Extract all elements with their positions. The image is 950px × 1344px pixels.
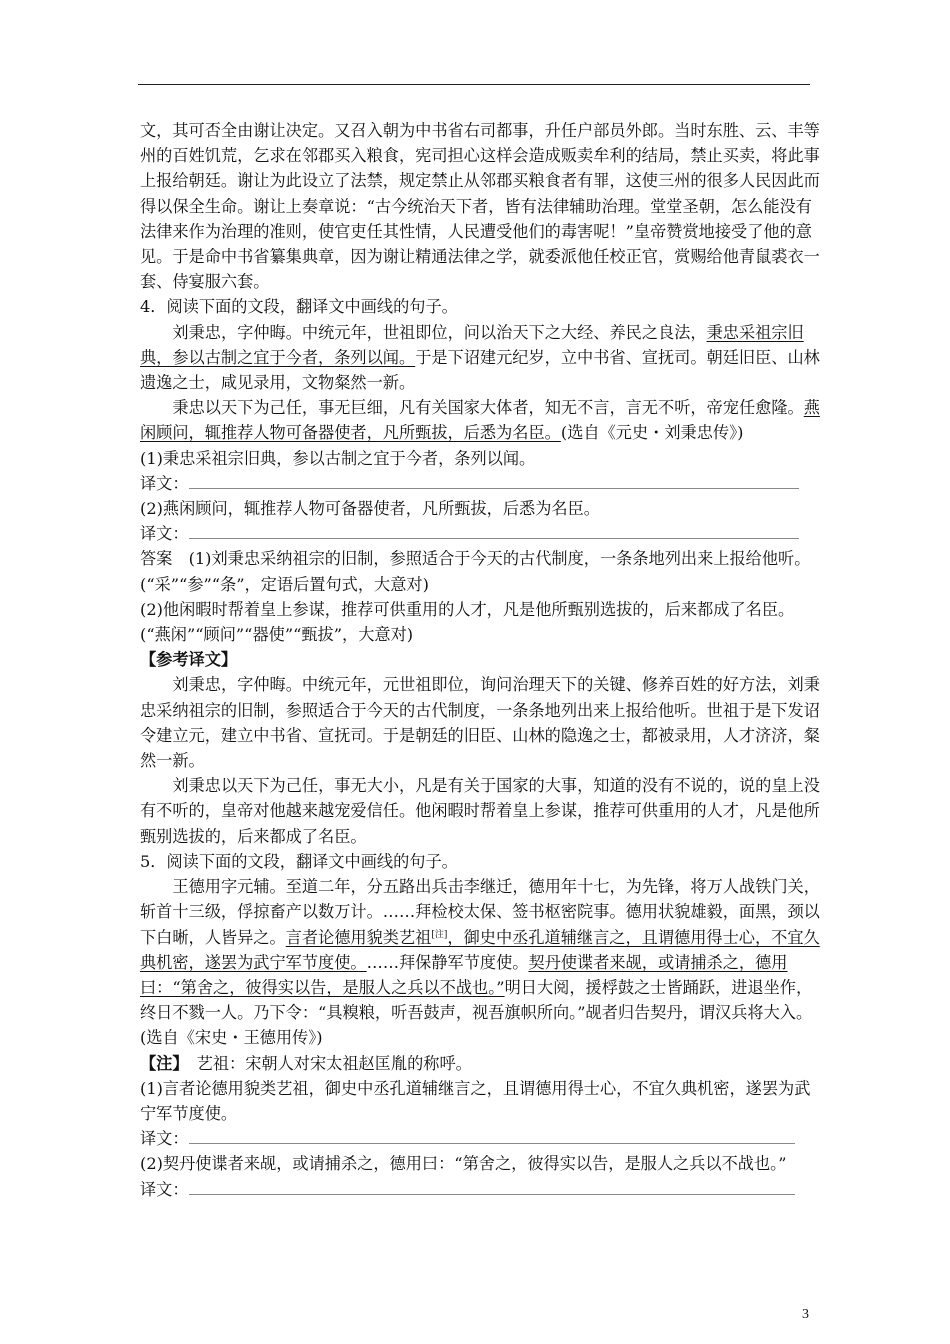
- q5-underlined-1b: ，御史中丞孔道辅继言之，且谓德用得士心，不宜久典机密，遂罢为武宁军节度使。: [140, 927, 820, 972]
- q5-sentence-1: (1)言者论德用貌类艺祖，御史中丞孔道辅继言之，且谓德用得士心，不宜久典机密，遂罢为武宁军节度使。: [140, 1078, 811, 1123]
- answer-1-text: (1)刘秉忠采纳祖宗的旧制，参照适合于今天的古代制度，一条条地列出来上报给他听。(“采”“参”“条”，定语后置句式，大意对): [140, 549, 811, 594]
- q4-translation-2: [140, 521, 820, 546]
- document-body: [140, 118, 820, 1202]
- q4-translation-1: [140, 471, 820, 496]
- note-marker: [注]: [431, 929, 448, 940]
- q5-translation-2: [140, 1177, 820, 1202]
- q4-p1-underlined: 秉忠采祖宗旧典，参以古制之宜于今者，条列以闻。: [140, 322, 804, 367]
- q4-p1-text-b: 于是下诏建元纪岁，立中书省、宣抚司。朝廷旧臣、山林遗逸之士，咸见录用，文物粲然一新。: [140, 347, 820, 393]
- reference-para-1: 刘秉忠，字仲晦。中统元年，元世祖即位，询问治理天下的关键、修养百姓的好方法，刘秉忠采纳祖宗的旧制，参照适合于今天的古代制度，一条条地列出来上报给他听。世祖于是下发诏令建立元，建立中书省、宣抚司。于是朝廷的旧臣、山林的隐逸之士，都被录用，人才济济，粲然一新。: [140, 675, 820, 771]
- q5-note: [140, 1051, 820, 1076]
- q5-sentence-2: (2)契丹使谍者来觇，或请捕杀之，德用曰：“第舍之，彼得实以告，是服人之兵以不战也。”: [140, 1154, 787, 1174]
- q4-sentence-1: (1)秉忠采祖宗旧典，参以古制之宜于今者，条列以闻。: [140, 448, 536, 468]
- q5-underlined-2: 契丹使谍者来觇，或请捕杀之，德用曰：“第舍之，彼得实以告，是服人之兵以不战也。”: [140, 952, 788, 997]
- page-number: 3: [802, 1307, 809, 1322]
- reference-heading: 【参考译文】: [140, 650, 238, 670]
- q5-heading: 5．阅读下面的文段，翻译文中画线的句子。: [140, 851, 458, 871]
- q4-p2-source: (选自《元史・刘秉忠传》): [560, 423, 744, 443]
- q4-passage-para-2: [140, 395, 820, 445]
- translation-label: 译文：: [140, 473, 189, 493]
- q5-text-a: 王德用字元辅。至道二年，分五路出兵击李继迁，德用年十七，为先锋，将万人战铁门关，斩首十三级，俘掠畜产以数万计。……拜检校太保、签书枢密院事。德用状貌雄毅，面黑，颈以下白晰，人皆异之。: [140, 877, 820, 947]
- q5-text-b: ……拜保静军节度使。: [366, 952, 529, 972]
- q4-answer-1: [140, 546, 820, 596]
- translation-blank[interactable]: [189, 473, 799, 489]
- q4-sentence-2: (2)燕闲顾问，辄推荐人物可备器使者，凡所甄拔，后悉为名臣。: [140, 499, 600, 519]
- q4-p2-underlined: 燕闲顾问，辄推荐人物可备器使者，凡所甄拔，后悉为名臣。: [140, 398, 820, 443]
- q5-text-c: 明日大阅，援桴鼓之士皆踊跃，进退坐作，终日不戮一人。乃下令：“具糗粮，听吾鼓声，视吾旗帜所向。”觇者归告契丹，谓汉兵将大入。(选自《宋史・王德用传》): [140, 977, 813, 1048]
- q4-p2-text-a: 秉忠以天下为己任，事无巨细，凡有关国家大体者，知无不言，言无不听，帝宠任愈隆。: [172, 398, 804, 418]
- translation-label: 译文：: [140, 1129, 189, 1149]
- translation-blank[interactable]: [189, 1179, 795, 1195]
- q4-answer-2: (2)他闲暇时帮着皇上参谋，推荐可供重用的人才，凡是他所甄别选拔的，后来都成了名臣。(“燕闲”“顾问”“器使”“甄拔”，大意对): [140, 599, 795, 645]
- translation-blank[interactable]: [189, 1128, 795, 1144]
- intro-paragraph: 文，其可否全由谢让决定。又召入朝为中书省右司都事，升任户部员外郎。当时东胜、云、丰等州的百姓饥荒，乞求在邻郡买入粮食，宪司担心这样会造成贩卖牟利的结局，禁止买卖，将此事上报给朝廷。谢让为此设立了法禁，规定禁止从邻郡买粮食者有罪，这使三州的很多人民因此而得以保全生命。谢让上奏章说：“古今统治天下者，皆有法律辅助治理。堂堂圣朝，怎么能没有法律来作为治理的准则，使官吏任其性情，人民遭受他们的毒害呢！”皇帝赞赏地接受了他的意见。于是命中书省纂集典章，因为谢让精通法律之学，就委派他任校正官，赏赐给他青鼠裘衣一套、侍宴服六套。: [140, 121, 820, 292]
- q5-passage: [140, 874, 820, 1050]
- q4-passage-para-1: [140, 320, 820, 396]
- q4-p1-text-a: 刘秉忠，字仲晦。中统元年，世祖即位，问以治天下之大经、养民之良法，: [172, 322, 707, 342]
- q5-translation-1: [140, 1126, 820, 1151]
- note-text: 艺祖：宋朝人对宋太祖赵匡胤的称呼。: [196, 1053, 472, 1073]
- q4-heading: 4．阅读下面的文段，翻译文中画线的句子。: [140, 297, 458, 317]
- translation-blank[interactable]: [189, 523, 799, 539]
- reference-para-2: 刘秉忠以天下为己任，事无大小，凡是有关于国家的大事，知道的没有不说的，说的皇上没有不听的，皇帝对他越来越宠爱信任。他闲暇时帮着皇上参谋，推荐可供重用的人才，凡是他所甄别选拔的，后来都成了名臣。: [140, 776, 820, 846]
- translation-label: 译文：: [140, 1179, 189, 1199]
- translation-label: 译文：: [140, 524, 189, 544]
- q5-underlined-1a: 言者论德用貌类艺祖: [285, 927, 432, 947]
- note-label: 【注】: [140, 1053, 181, 1073]
- header-rule: [138, 84, 810, 85]
- answer-label: 答案: [140, 549, 173, 569]
